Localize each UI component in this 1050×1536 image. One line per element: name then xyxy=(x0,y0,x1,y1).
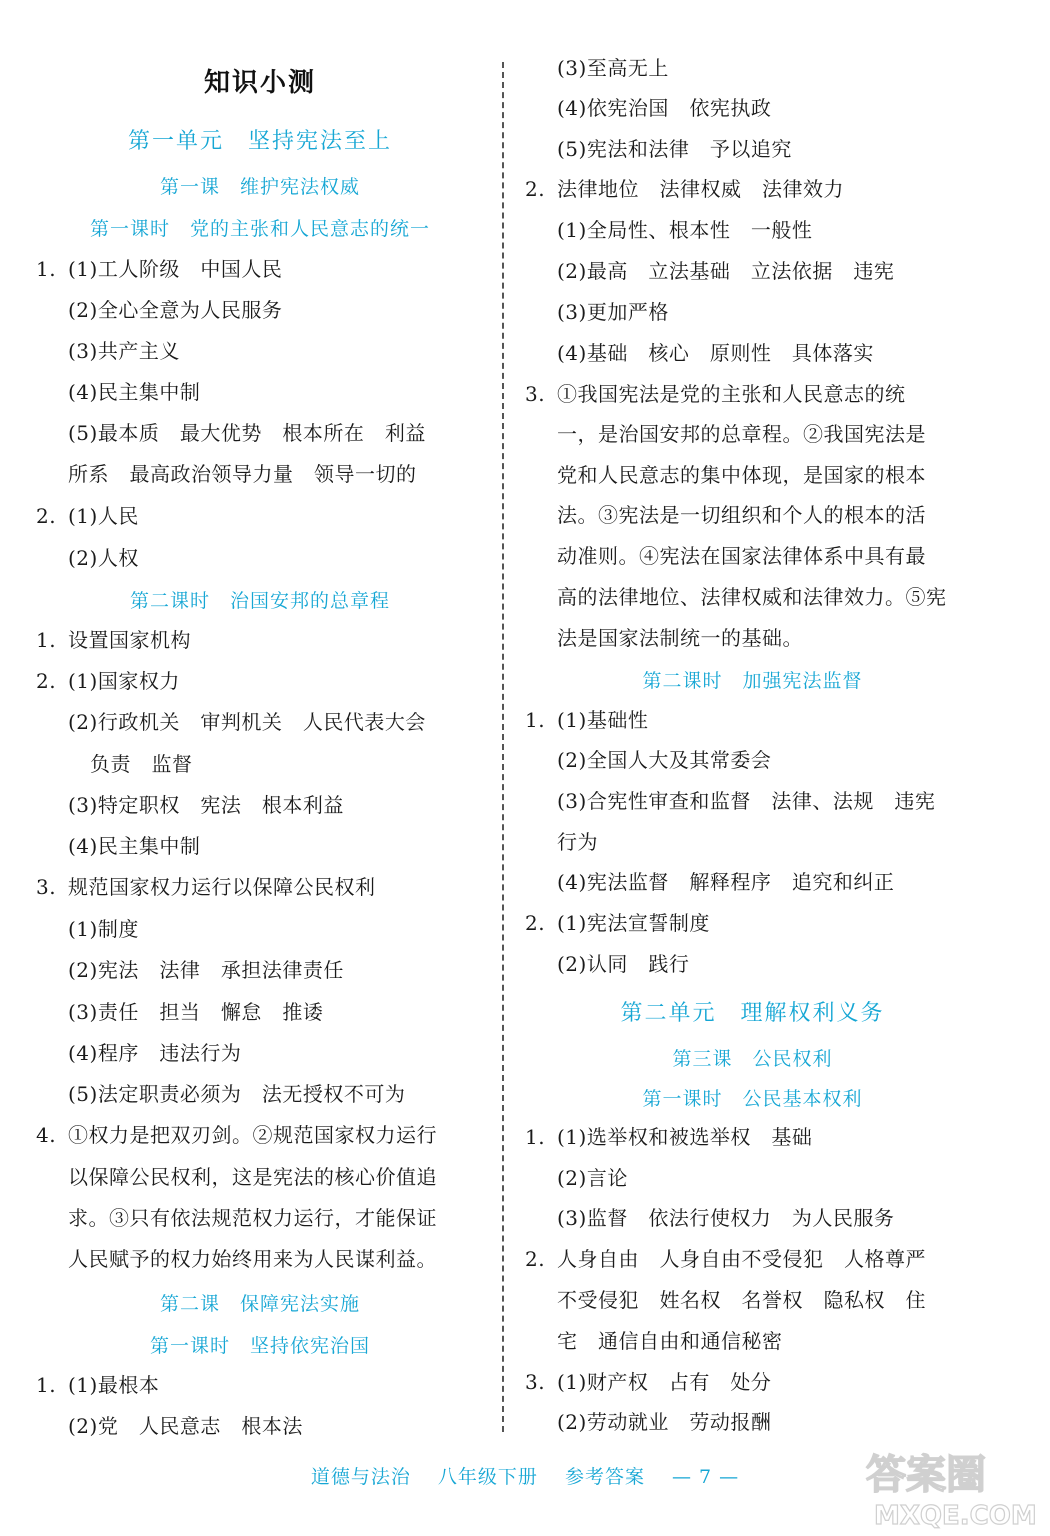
answer-line: (2)宪法 法律 承担法律责任 xyxy=(68,958,344,982)
column-divider xyxy=(502,62,504,1432)
answer-line: 党和人民意志的集中体现，是国家的根本 xyxy=(557,463,926,487)
lesson-heading-2: 第二课 保障宪法实施 xyxy=(159,1293,360,1315)
answer-line: (1)全局性、根本性 一般性 xyxy=(557,218,813,242)
answer-line: 3. (1)财产权 占有 处分 xyxy=(525,1370,772,1394)
answer-line: (2)人权 xyxy=(68,546,139,570)
period-heading-5: 第一课时 公民基本权利 xyxy=(642,1088,863,1110)
period-heading-1: 第一课时 党的主张和人民意志的统一 xyxy=(89,218,430,240)
answer-line: (1)制度 xyxy=(68,917,139,941)
answer-line: 2. 法律地位 法律权威 法律效力 xyxy=(525,177,844,201)
answer-line: (3)更加严格 xyxy=(557,300,669,324)
answer-line: (2)党 人民意志 根本法 xyxy=(68,1414,303,1438)
answer-line: (2)全心全意为人民服务 xyxy=(68,298,283,322)
answer-line: (4)民主集中制 xyxy=(68,834,201,858)
answer-line: (2)行政机关 审判机关 人民代表大会 xyxy=(68,710,426,734)
answer-line: 行为 xyxy=(557,830,598,854)
answer-line: (2)言论 xyxy=(557,1166,628,1190)
answer-line: (2)全国人大及其常委会 xyxy=(557,748,772,772)
answer-line: (3)至高无上 xyxy=(557,56,669,80)
answer-line: (3)责任 担当 懈怠 推诿 xyxy=(68,1000,324,1024)
answer-line: (5)最本质 最大优势 根本所在 利益 xyxy=(68,421,426,445)
watermark-logo xyxy=(862,1440,1044,1532)
answer-line: (5)宪法和法律 予以追究 xyxy=(557,137,792,161)
answer-line: (4)宪法监督 解释程序 追究和纠正 xyxy=(557,870,895,894)
footer-grade: 八年级下册 xyxy=(437,1466,538,1488)
answer-line: (5)法定职责必须为 法无授权不可为 xyxy=(68,1082,406,1106)
answer-line: 2. 人身自由 人身自由不受侵犯 人格尊严 xyxy=(525,1247,926,1271)
answer-line: (3)特定职权 宪法 根本利益 xyxy=(68,793,344,817)
answer-line: (3)共产主义 xyxy=(68,339,180,363)
answer-line: 求。③只有依法规范权力运行，才能保证 xyxy=(68,1206,437,1230)
answer-line: 法是国家法制统一的基础。 xyxy=(557,626,803,650)
answer-line: 动准则。④宪法在国家法律体系中具有最 xyxy=(557,544,926,568)
answer-line: (4)依宪治国 依宪执政 xyxy=(557,96,772,120)
answer-line: 所系 最高政治领导力量 领导一切的 xyxy=(68,462,417,486)
answer-line: (3)监督 依法行使权力 为人民服务 xyxy=(557,1206,895,1230)
answer-line: 不受侵犯 姓名权 名誉权 隐私权 住 xyxy=(557,1288,926,1312)
period-heading-4: 第二课时 加强宪法监督 xyxy=(642,670,863,692)
lesson-heading-1: 第一课 维护宪法权威 xyxy=(159,176,360,198)
answer-line: 1. (1)基础性 xyxy=(525,708,649,732)
answer-line: 法。③宪法是一切组织和个人的根本的活 xyxy=(557,503,926,527)
answer-line: 2. (1)宪法宣誓制度 xyxy=(525,911,710,935)
answer-line: 1. (1)工人阶级 中国人民 xyxy=(36,257,283,281)
period-heading-2: 第二课时 治国安邦的总章程 xyxy=(129,590,390,612)
answer-line: 人民赋予的权力始终用来为人民谋利益。 xyxy=(68,1247,437,1271)
answer-line: (4)民主集中制 xyxy=(68,380,201,404)
unit-heading-2: 第二单元 理解权利义务 xyxy=(620,1001,885,1026)
answer-line: 2. (1)人民 xyxy=(36,504,139,528)
answer-line: 3. ①我国宪法是党的主张和人民意志的统 xyxy=(525,382,906,406)
answer-line: (2)最高 立法基础 立法依据 违宪 xyxy=(557,259,895,283)
answer-line: 1. (1)选举权和被选举权 基础 xyxy=(525,1125,813,1149)
answer-line: (4)基础 核心 原则性 具体落实 xyxy=(557,341,874,365)
answer-line: (2)劳动就业 劳动报酬 xyxy=(557,1410,772,1434)
period-heading-3: 第一课时 坚持依宪治国 xyxy=(149,1335,370,1357)
footer-page-number: — 7 — xyxy=(672,1466,740,1488)
answer-line: 3. 规范国家权力运行以保障公民权利 xyxy=(36,875,376,899)
answer-line: 一，是治国安邦的总章程。②我国宪法是 xyxy=(557,422,926,446)
unit-heading-1: 第一单元 坚持宪法至上 xyxy=(127,129,392,154)
lesson-heading-3: 第三课 公民权利 xyxy=(672,1048,833,1070)
watermark-domain: MXQE.COM xyxy=(874,1501,1037,1531)
answer-line: 1. (1)最根本 xyxy=(36,1373,160,1397)
answer-line: 宅 通信自由和通信秘密 xyxy=(557,1329,783,1353)
answer-line: 1. 设置国家机构 xyxy=(36,628,191,652)
answer-line: 以保障公民权利，这是宪法的核心价值追 xyxy=(68,1165,437,1189)
answer-line: (3)合宪性审查和监督 法律、法规 违宪 xyxy=(557,789,936,813)
page-title: 知识小测 xyxy=(203,68,316,98)
answer-line: 高的法律地位、法律权威和法律效力。⑤宪 xyxy=(557,585,947,609)
answer-line: 负责 监督 xyxy=(90,752,193,776)
watermark-text: 答案圈 xyxy=(866,1452,986,1498)
answer-line: (4)程序 违法行为 xyxy=(68,1041,242,1065)
answer-line: 2. (1)国家权力 xyxy=(36,669,180,693)
answer-line: 4. ①权力是把双刃剑。②规范国家权力运行 xyxy=(36,1123,437,1147)
footer-subject: 道德与法治 xyxy=(310,1466,411,1488)
footer-label: 参考答案 xyxy=(564,1466,645,1488)
answer-line: (2)认同 践行 xyxy=(557,952,690,976)
